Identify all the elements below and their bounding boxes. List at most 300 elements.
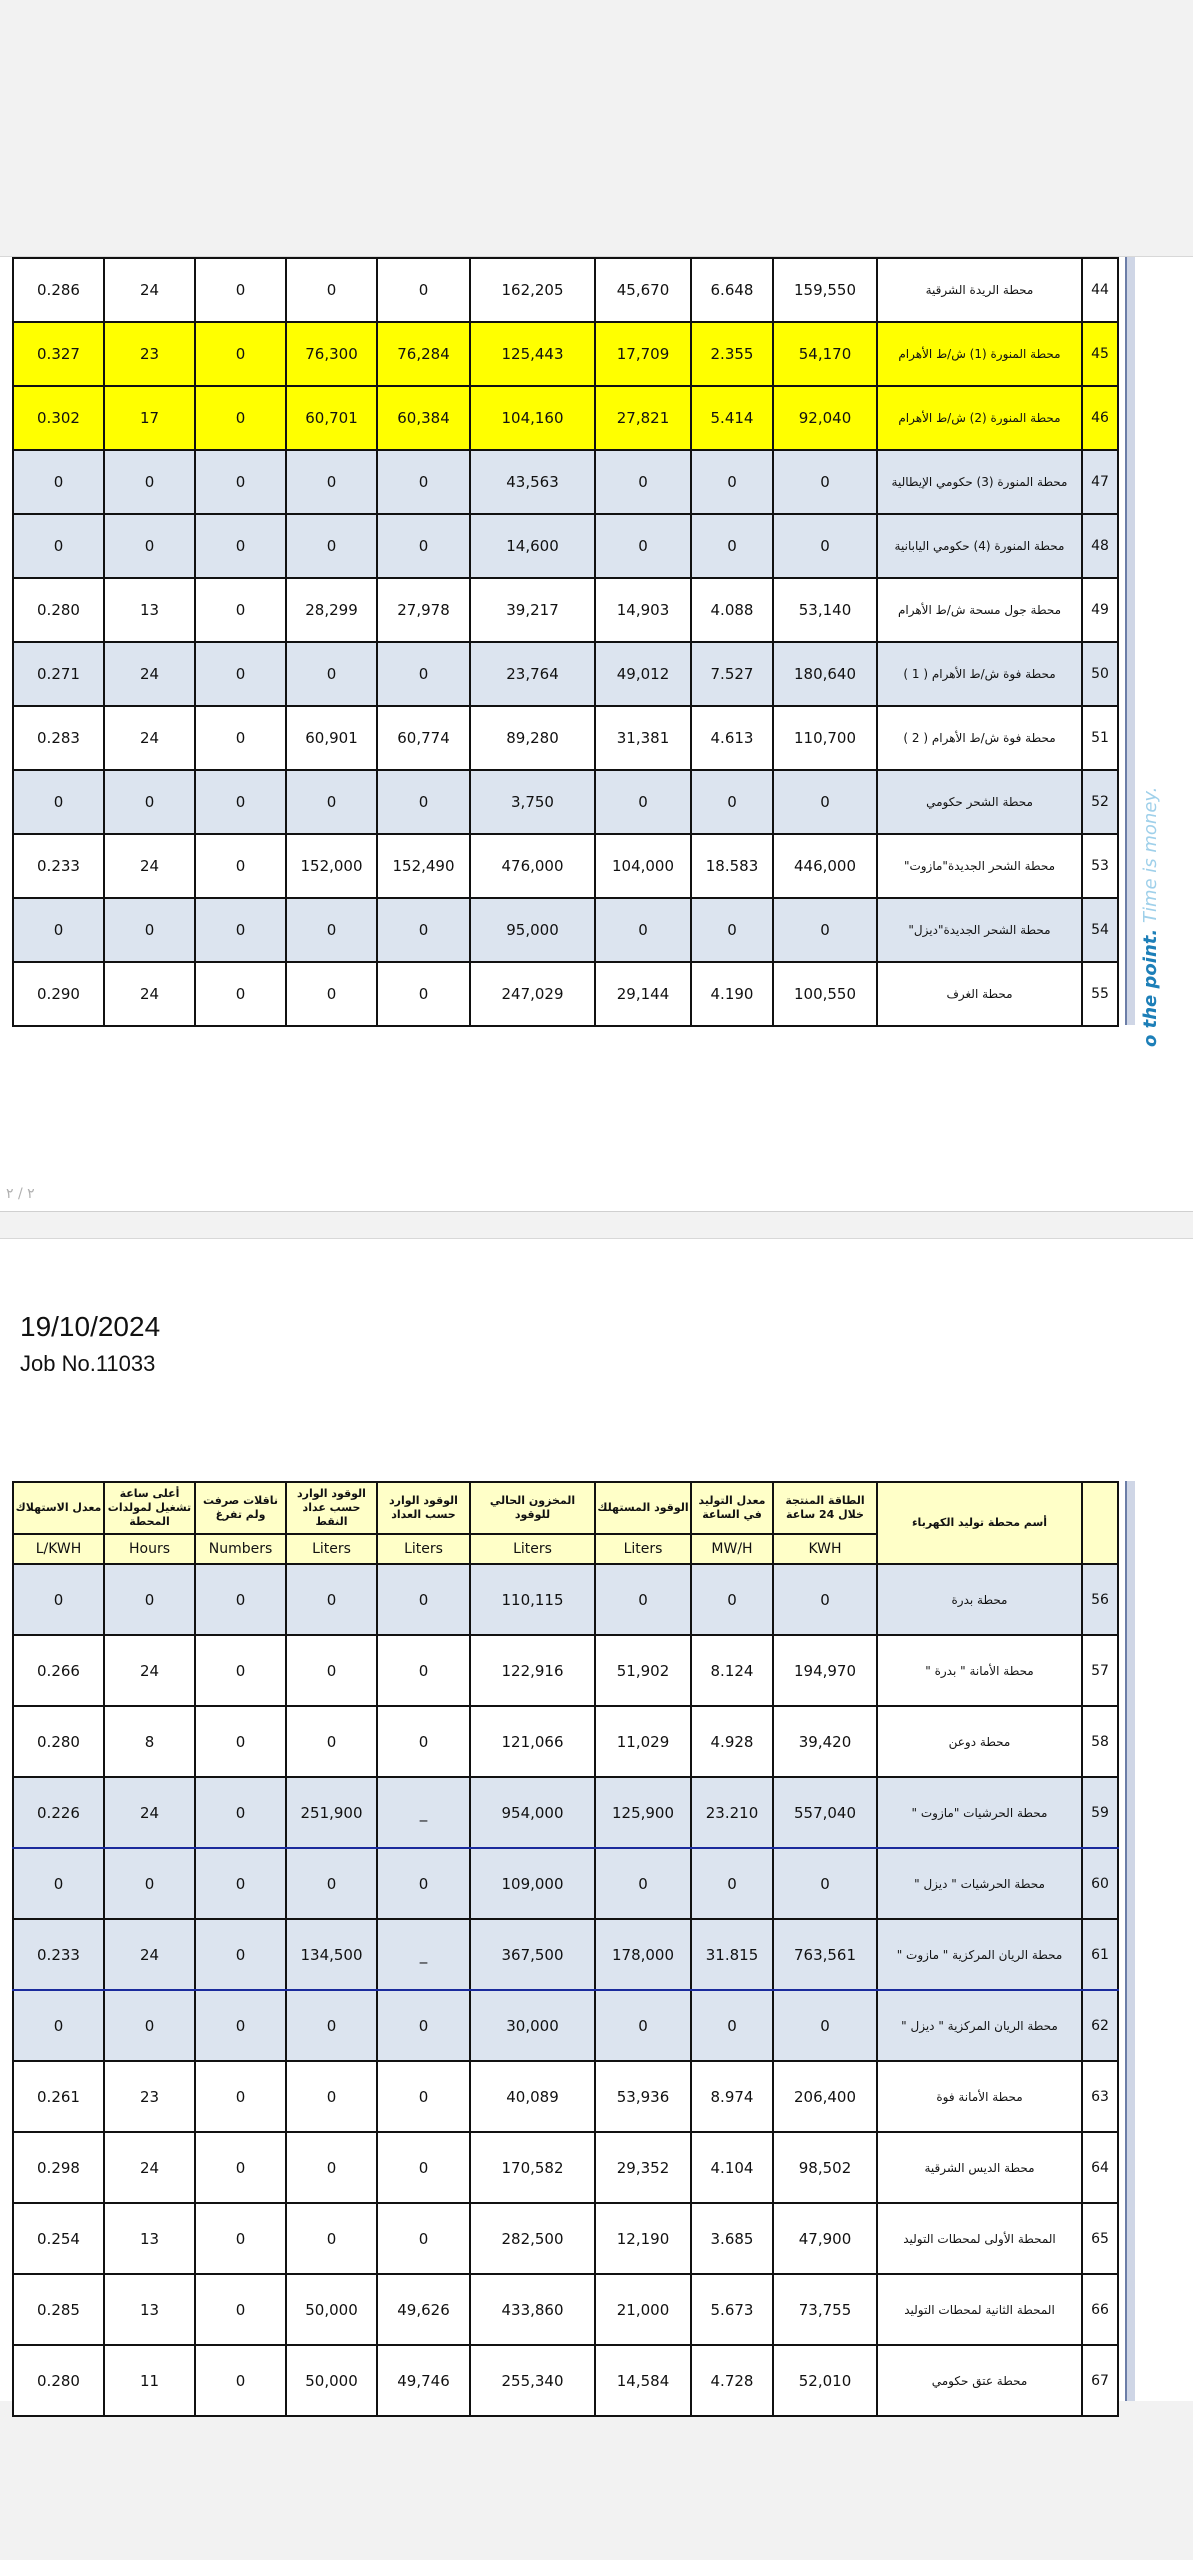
cell-rate: 0.327 bbox=[13, 322, 104, 386]
cell-rate: 0.290 bbox=[13, 962, 104, 1026]
cell-truck: 0 bbox=[286, 1706, 377, 1777]
cell-stock: 23,764 bbox=[470, 642, 595, 706]
unit-stock: Liters bbox=[470, 1534, 595, 1564]
cell-rate: 0.266 bbox=[13, 1635, 104, 1706]
table-row bbox=[13, 1564, 1118, 1635]
cell-stock: 282,500 bbox=[470, 2203, 595, 2274]
cell-no: 57 bbox=[1082, 1635, 1118, 1706]
cell-stock: 30,000 bbox=[470, 1990, 595, 2061]
cell-tankers: 0 bbox=[195, 1564, 286, 1635]
cell-tankers: 0 bbox=[195, 834, 286, 898]
cell-tankers: 0 bbox=[195, 1777, 286, 1848]
cell-used: 0 bbox=[595, 1990, 691, 2061]
cell-used: 0 bbox=[595, 1848, 691, 1919]
cell-meter: 0 bbox=[377, 450, 470, 514]
cell-truck: 76,300 bbox=[286, 322, 377, 386]
cell-mwh: 8.974 bbox=[691, 2061, 773, 2132]
cell-used: 17,709 bbox=[595, 322, 691, 386]
cell-truck: 0 bbox=[286, 770, 377, 834]
cell-stock: 170,582 bbox=[470, 2132, 595, 2203]
cell-meter: _ bbox=[377, 1919, 470, 1990]
cell-meter: _ bbox=[377, 1777, 470, 1848]
cell-used: 14,903 bbox=[595, 578, 691, 642]
cell-stock: 3,750 bbox=[470, 770, 595, 834]
cell-mwh: 4.928 bbox=[691, 1706, 773, 1777]
cell-no: 60 bbox=[1082, 1848, 1118, 1919]
cell-name: محطة المنورة (2) ش/ط الأهرام bbox=[877, 386, 1082, 450]
cell-tankers: 0 bbox=[195, 1848, 286, 1919]
table-row bbox=[13, 514, 1118, 578]
cell-meter: 0 bbox=[377, 642, 470, 706]
cell-mwh: 4.728 bbox=[691, 2345, 773, 2416]
table-row bbox=[13, 1848, 1118, 1919]
cell-no: 45 bbox=[1082, 322, 1118, 386]
cell-stock: 40,089 bbox=[470, 2061, 595, 2132]
cell-stock: 95,000 bbox=[470, 898, 595, 962]
cell-truck: 134,500 bbox=[286, 1919, 377, 1990]
cell-tankers: 0 bbox=[195, 578, 286, 642]
cell-mwh: 4.104 bbox=[691, 2132, 773, 2203]
cell-truck: 60,701 bbox=[286, 386, 377, 450]
cell-rate: 0.280 bbox=[13, 578, 104, 642]
table-edge-border bbox=[1125, 1481, 1135, 2401]
cell-name: محطة جول مسحة ش/ط الأهرام bbox=[877, 578, 1082, 642]
cell-no: 64 bbox=[1082, 2132, 1118, 2203]
cell-tankers: 0 bbox=[195, 962, 286, 1026]
cell-hours: 17 bbox=[104, 386, 195, 450]
table-row bbox=[13, 322, 1118, 386]
cell-hours: 0 bbox=[104, 1564, 195, 1635]
cell-truck: 0 bbox=[286, 1635, 377, 1706]
table-row bbox=[13, 450, 1118, 514]
cell-stock: 255,340 bbox=[470, 2345, 595, 2416]
cell-name: محطة الشحر حكومي bbox=[877, 770, 1082, 834]
cell-no: 46 bbox=[1082, 386, 1118, 450]
unit-meter: Liters bbox=[377, 1534, 470, 1564]
cell-rate: 0.286 bbox=[13, 258, 104, 322]
cell-hours: 0 bbox=[104, 450, 195, 514]
unit-truck: Liters bbox=[286, 1534, 377, 1564]
cell-tankers: 0 bbox=[195, 706, 286, 770]
cell-hours: 24 bbox=[104, 642, 195, 706]
table-row bbox=[13, 1635, 1118, 1706]
table-row bbox=[13, 386, 1118, 450]
cell-hours: 24 bbox=[104, 2132, 195, 2203]
cell-rate: 0 bbox=[13, 1848, 104, 1919]
cell-tankers: 0 bbox=[195, 1635, 286, 1706]
cell-tankers: 0 bbox=[195, 770, 286, 834]
cell-stock: 43,563 bbox=[470, 450, 595, 514]
cell-rate: 0 bbox=[13, 1564, 104, 1635]
cell-hours: 24 bbox=[104, 1777, 195, 1848]
cell-tankers: 0 bbox=[195, 1919, 286, 1990]
report-page-1 bbox=[0, 256, 1193, 1212]
cell-kwh: 0 bbox=[773, 770, 877, 834]
cell-rate: 0.261 bbox=[13, 2061, 104, 2132]
cell-kwh: 0 bbox=[773, 514, 877, 578]
cell-truck: 0 bbox=[286, 450, 377, 514]
cell-name: محطة المنورة (3) حكومي الإيطالية bbox=[877, 450, 1082, 514]
cell-kwh: 39,420 bbox=[773, 1706, 877, 1777]
cell-mwh: 0 bbox=[691, 514, 773, 578]
cell-used: 31,381 bbox=[595, 706, 691, 770]
cell-rate: 0 bbox=[13, 514, 104, 578]
cell-rate: 0 bbox=[13, 770, 104, 834]
cell-no: 53 bbox=[1082, 834, 1118, 898]
cell-tankers: 0 bbox=[195, 1990, 286, 2061]
cell-stock: 122,916 bbox=[470, 1635, 595, 1706]
cell-stock: 125,443 bbox=[470, 322, 595, 386]
cell-truck: 50,000 bbox=[286, 2345, 377, 2416]
cell-kwh: 92,040 bbox=[773, 386, 877, 450]
cell-kwh: 52,010 bbox=[773, 2345, 877, 2416]
cell-name: محطة الحرشيات "مازوت " bbox=[877, 1777, 1082, 1848]
cell-used: 104,000 bbox=[595, 834, 691, 898]
cell-tankers: 0 bbox=[195, 450, 286, 514]
cell-no: 44 bbox=[1082, 258, 1118, 322]
cell-used: 11,029 bbox=[595, 1706, 691, 1777]
cell-tankers: 0 bbox=[195, 2345, 286, 2416]
header-mwh: معدل التوليد في الساعة bbox=[691, 1482, 773, 1534]
cell-no: 59 bbox=[1082, 1777, 1118, 1848]
cell-mwh: 7.527 bbox=[691, 642, 773, 706]
table-row bbox=[13, 898, 1118, 962]
cell-no: 65 bbox=[1082, 2203, 1118, 2274]
cell-name: محطة الغرف bbox=[877, 962, 1082, 1026]
cell-stock: 433,860 bbox=[470, 2274, 595, 2345]
cell-no: 55 bbox=[1082, 962, 1118, 1026]
cell-mwh: 0 bbox=[691, 1990, 773, 2061]
header-hours: أعلى ساعة تشغيل لمولدات المحطة bbox=[104, 1482, 195, 1534]
cell-kwh: 194,970 bbox=[773, 1635, 877, 1706]
cell-used: 29,144 bbox=[595, 962, 691, 1026]
cell-rate: 0 bbox=[13, 450, 104, 514]
cell-meter: 49,626 bbox=[377, 2274, 470, 2345]
cell-rate: 0.233 bbox=[13, 1919, 104, 1990]
cell-mwh: 3.685 bbox=[691, 2203, 773, 2274]
table-row bbox=[13, 1990, 1118, 2061]
cell-no: 47 bbox=[1082, 450, 1118, 514]
cell-mwh: 4.088 bbox=[691, 578, 773, 642]
table-header-row bbox=[13, 1482, 1118, 1534]
table-row bbox=[13, 834, 1118, 898]
cell-tankers: 0 bbox=[195, 642, 286, 706]
cell-meter: 0 bbox=[377, 1848, 470, 1919]
cell-truck: 0 bbox=[286, 1564, 377, 1635]
cell-no: 66 bbox=[1082, 2274, 1118, 2345]
report-date: 19/10/2024 bbox=[20, 1311, 161, 1342]
cell-rate: 0.280 bbox=[13, 1706, 104, 1777]
cell-used: 14,584 bbox=[595, 2345, 691, 2416]
unit-hours: Hours bbox=[104, 1534, 195, 1564]
cell-mwh: 5.673 bbox=[691, 2274, 773, 2345]
cell-used: 0 bbox=[595, 1564, 691, 1635]
table-row bbox=[13, 258, 1118, 322]
power-station-table-page-2 bbox=[12, 1481, 1119, 2417]
cell-used: 51,902 bbox=[595, 1635, 691, 1706]
cell-truck: 0 bbox=[286, 258, 377, 322]
table-row bbox=[13, 2345, 1118, 2416]
job-number: Job No.11033 bbox=[20, 1351, 156, 1376]
cell-used: 45,670 bbox=[595, 258, 691, 322]
cell-tankers: 0 bbox=[195, 2203, 286, 2274]
cell-tankers: 0 bbox=[195, 898, 286, 962]
cell-tankers: 0 bbox=[195, 2061, 286, 2132]
cell-mwh: 4.190 bbox=[691, 962, 773, 1026]
cell-hours: 8 bbox=[104, 1706, 195, 1777]
cell-meter: 0 bbox=[377, 258, 470, 322]
cell-rate: 0.298 bbox=[13, 2132, 104, 2203]
cell-meter: 152,490 bbox=[377, 834, 470, 898]
cell-mwh: 31.815 bbox=[691, 1919, 773, 1990]
cell-mwh: 5.414 bbox=[691, 386, 773, 450]
cell-tankers: 0 bbox=[195, 1706, 286, 1777]
cell-name: محطة الريان المركزية " مازوت " bbox=[877, 1919, 1082, 1990]
cell-meter: 0 bbox=[377, 898, 470, 962]
cell-kwh: 54,170 bbox=[773, 322, 877, 386]
header-rate: معدل الاستهلاك bbox=[13, 1482, 104, 1534]
cell-tankers: 0 bbox=[195, 322, 286, 386]
cell-no: 50 bbox=[1082, 642, 1118, 706]
cell-stock: 110,115 bbox=[470, 1564, 595, 1635]
cell-used: 29,352 bbox=[595, 2132, 691, 2203]
cell-mwh: 6.648 bbox=[691, 258, 773, 322]
cell-mwh: 0 bbox=[691, 1848, 773, 1919]
cell-meter: 60,774 bbox=[377, 706, 470, 770]
cell-name: محطة الشحر الجديدة"ديزل" bbox=[877, 898, 1082, 962]
cell-rate: 0.254 bbox=[13, 2203, 104, 2274]
cell-mwh: 18.583 bbox=[691, 834, 773, 898]
cell-stock: 247,029 bbox=[470, 962, 595, 1026]
cell-meter: 0 bbox=[377, 1564, 470, 1635]
table-row bbox=[13, 2132, 1118, 2203]
cell-no: 67 bbox=[1082, 2345, 1118, 2416]
table-row bbox=[13, 1919, 1118, 1990]
table-row bbox=[13, 770, 1118, 834]
cell-kwh: 180,640 bbox=[773, 642, 877, 706]
table-row bbox=[13, 1706, 1118, 1777]
cell-truck: 0 bbox=[286, 962, 377, 1026]
cell-stock: 162,205 bbox=[470, 258, 595, 322]
cell-hours: 24 bbox=[104, 1919, 195, 1990]
cell-meter: 0 bbox=[377, 1706, 470, 1777]
cell-hours: 13 bbox=[104, 2274, 195, 2345]
unit-rate: L/KWH bbox=[13, 1534, 104, 1564]
cell-hours: 0 bbox=[104, 1990, 195, 2061]
cell-no: 54 bbox=[1082, 898, 1118, 962]
header-kwh: الطاقة المنتجة خلال 24 ساعة bbox=[773, 1482, 877, 1534]
cell-kwh: 47,900 bbox=[773, 2203, 877, 2274]
cell-stock: 121,066 bbox=[470, 1706, 595, 1777]
header-stock: المخزون الحالي للوقود bbox=[470, 1482, 595, 1534]
cell-truck: 0 bbox=[286, 2132, 377, 2203]
unit-tankers: Numbers bbox=[195, 1534, 286, 1564]
header-truck: الوقود الوارد حسب عداد النقط bbox=[286, 1482, 377, 1534]
cell-meter: 0 bbox=[377, 1990, 470, 2061]
cell-stock: 14,600 bbox=[470, 514, 595, 578]
cell-kwh: 73,755 bbox=[773, 2274, 877, 2345]
cell-name: محطة الريان المركزية " ديزل " bbox=[877, 1990, 1082, 2061]
cell-name: محطة الأمانة " بدرة " bbox=[877, 1635, 1082, 1706]
cell-hours: 0 bbox=[104, 898, 195, 962]
cell-hours: 24 bbox=[104, 706, 195, 770]
cell-meter: 60,384 bbox=[377, 386, 470, 450]
cell-stock: 104,160 bbox=[470, 386, 595, 450]
cell-name: محطة فوة ش/ط الأهرام ( 2 ) bbox=[877, 706, 1082, 770]
cell-truck: 0 bbox=[286, 1848, 377, 1919]
cell-name: محطة المنورة (1) ش/ط الأهرام bbox=[877, 322, 1082, 386]
cell-used: 21,000 bbox=[595, 2274, 691, 2345]
cell-tankers: 0 bbox=[195, 2274, 286, 2345]
cell-kwh: 110,700 bbox=[773, 706, 877, 770]
cell-mwh: 23.210 bbox=[691, 1777, 773, 1848]
cell-kwh: 0 bbox=[773, 898, 877, 962]
cell-hours: 24 bbox=[104, 1635, 195, 1706]
cell-mwh: 8.124 bbox=[691, 1635, 773, 1706]
cell-mwh: 0 bbox=[691, 770, 773, 834]
cell-used: 49,012 bbox=[595, 642, 691, 706]
cell-hours: 0 bbox=[104, 514, 195, 578]
cell-truck: 0 bbox=[286, 2061, 377, 2132]
cell-meter: 27,978 bbox=[377, 578, 470, 642]
cell-truck: 251,900 bbox=[286, 1777, 377, 1848]
table-row bbox=[13, 2061, 1118, 2132]
cell-no: 56 bbox=[1082, 1564, 1118, 1635]
cell-meter: 0 bbox=[377, 2061, 470, 2132]
cell-name: محطة الريدة الشرقية bbox=[877, 258, 1082, 322]
cell-used: 0 bbox=[595, 770, 691, 834]
cell-no: 48 bbox=[1082, 514, 1118, 578]
cell-tankers: 0 bbox=[195, 2132, 286, 2203]
cell-kwh: 557,040 bbox=[773, 1777, 877, 1848]
cell-rate: 0.233 bbox=[13, 834, 104, 898]
cell-truck: 50,000 bbox=[286, 2274, 377, 2345]
cell-name: محطة فوة ش/ط الأهرام ( 1 ) bbox=[877, 642, 1082, 706]
cell-name: محطة الشحر الجديدة"مازوت" bbox=[877, 834, 1082, 898]
cell-tankers: 0 bbox=[195, 386, 286, 450]
cell-kwh: 159,550 bbox=[773, 258, 877, 322]
cell-kwh: 53,140 bbox=[773, 578, 877, 642]
cell-kwh: 100,550 bbox=[773, 962, 877, 1026]
cell-name: المحطة الأولى لمحطات التوليد bbox=[877, 2203, 1082, 2274]
cell-hours: 0 bbox=[104, 770, 195, 834]
cell-truck: 0 bbox=[286, 898, 377, 962]
cell-truck: 0 bbox=[286, 514, 377, 578]
cell-meter: 0 bbox=[377, 1635, 470, 1706]
cell-rate: 0 bbox=[13, 1990, 104, 2061]
cell-mwh: 0 bbox=[691, 1564, 773, 1635]
cell-kwh: 0 bbox=[773, 1848, 877, 1919]
cell-stock: 954,000 bbox=[470, 1777, 595, 1848]
cell-stock: 39,217 bbox=[470, 578, 595, 642]
watermark: o the point. Time is money. bbox=[1140, 786, 1161, 1047]
header-number bbox=[1082, 1482, 1118, 1564]
cell-used: 12,190 bbox=[595, 2203, 691, 2274]
cell-name: محطة دوعن bbox=[877, 1706, 1082, 1777]
cell-kwh: 206,400 bbox=[773, 2061, 877, 2132]
cell-kwh: 0 bbox=[773, 450, 877, 514]
cell-hours: 24 bbox=[104, 834, 195, 898]
cell-hours: 11 bbox=[104, 2345, 195, 2416]
table-row bbox=[13, 962, 1118, 1026]
cell-meter: 76,284 bbox=[377, 322, 470, 386]
cell-name: المحطة الثانية لمحطات التوليد bbox=[877, 2274, 1082, 2345]
header-tankers: ناقلات صرفت ولم تفرغ bbox=[195, 1482, 286, 1534]
cell-no: 62 bbox=[1082, 1990, 1118, 2061]
cell-name: محطة الأمانة فوة bbox=[877, 2061, 1082, 2132]
cell-mwh: 2.355 bbox=[691, 322, 773, 386]
cell-truck: 60,901 bbox=[286, 706, 377, 770]
cell-meter: 49,746 bbox=[377, 2345, 470, 2416]
cell-tankers: 0 bbox=[195, 258, 286, 322]
cell-name: محطة الحرشيات " ديزل " bbox=[877, 1848, 1082, 1919]
cell-used: 0 bbox=[595, 514, 691, 578]
cell-name: محطة الديس الشرقية bbox=[877, 2132, 1082, 2203]
cell-rate: 0.283 bbox=[13, 706, 104, 770]
cell-hours: 23 bbox=[104, 322, 195, 386]
cell-mwh: 0 bbox=[691, 450, 773, 514]
table-row bbox=[13, 578, 1118, 642]
cell-meter: 0 bbox=[377, 2203, 470, 2274]
cell-hours: 24 bbox=[104, 962, 195, 1026]
cell-meter: 0 bbox=[377, 770, 470, 834]
cell-used: 0 bbox=[595, 898, 691, 962]
cell-kwh: 0 bbox=[773, 1990, 877, 2061]
header-meter: الوقود الوارد حسب العداد bbox=[377, 1482, 470, 1534]
table-row bbox=[13, 1777, 1118, 1848]
cell-no: 49 bbox=[1082, 578, 1118, 642]
cell-name: محطة بدرة bbox=[877, 1564, 1082, 1635]
cell-used: 178,000 bbox=[595, 1919, 691, 1990]
cell-rate: 0.285 bbox=[13, 2274, 104, 2345]
header-used: الوقود المستهلك bbox=[595, 1482, 691, 1534]
cell-hours: 24 bbox=[104, 258, 195, 322]
cell-rate: 0 bbox=[13, 898, 104, 962]
cell-stock: 367,500 bbox=[470, 1919, 595, 1990]
unit-kwh: KWH bbox=[773, 1534, 877, 1564]
cell-no: 58 bbox=[1082, 1706, 1118, 1777]
table-row bbox=[13, 642, 1118, 706]
cell-stock: 109,000 bbox=[470, 1848, 595, 1919]
cell-meter: 0 bbox=[377, 962, 470, 1026]
cell-used: 27,821 bbox=[595, 386, 691, 450]
cell-hours: 13 bbox=[104, 2203, 195, 2274]
cell-hours: 23 bbox=[104, 2061, 195, 2132]
cell-truck: 0 bbox=[286, 1990, 377, 2061]
cell-truck: 0 bbox=[286, 2203, 377, 2274]
cell-stock: 476,000 bbox=[470, 834, 595, 898]
cell-meter: 0 bbox=[377, 514, 470, 578]
cell-name: محطة المنورة (4) حكومي اليابانية bbox=[877, 514, 1082, 578]
cell-kwh: 446,000 bbox=[773, 834, 877, 898]
unit-used: Liters bbox=[595, 1534, 691, 1564]
cell-no: 61 bbox=[1082, 1919, 1118, 1990]
cell-kwh: 98,502 bbox=[773, 2132, 877, 2203]
cell-truck: 0 bbox=[286, 642, 377, 706]
cell-stock: 89,280 bbox=[470, 706, 595, 770]
cell-kwh: 0 bbox=[773, 1564, 877, 1635]
cell-rate: 0.226 bbox=[13, 1777, 104, 1848]
cell-meter: 0 bbox=[377, 2132, 470, 2203]
cell-no: 63 bbox=[1082, 2061, 1118, 2132]
power-station-table-page-1 bbox=[12, 257, 1119, 1027]
cell-tankers: 0 bbox=[195, 514, 286, 578]
cell-truck: 28,299 bbox=[286, 578, 377, 642]
cell-used: 125,900 bbox=[595, 1777, 691, 1848]
cell-truck: 152,000 bbox=[286, 834, 377, 898]
cell-rate: 0.271 bbox=[13, 642, 104, 706]
cell-no: 51 bbox=[1082, 706, 1118, 770]
